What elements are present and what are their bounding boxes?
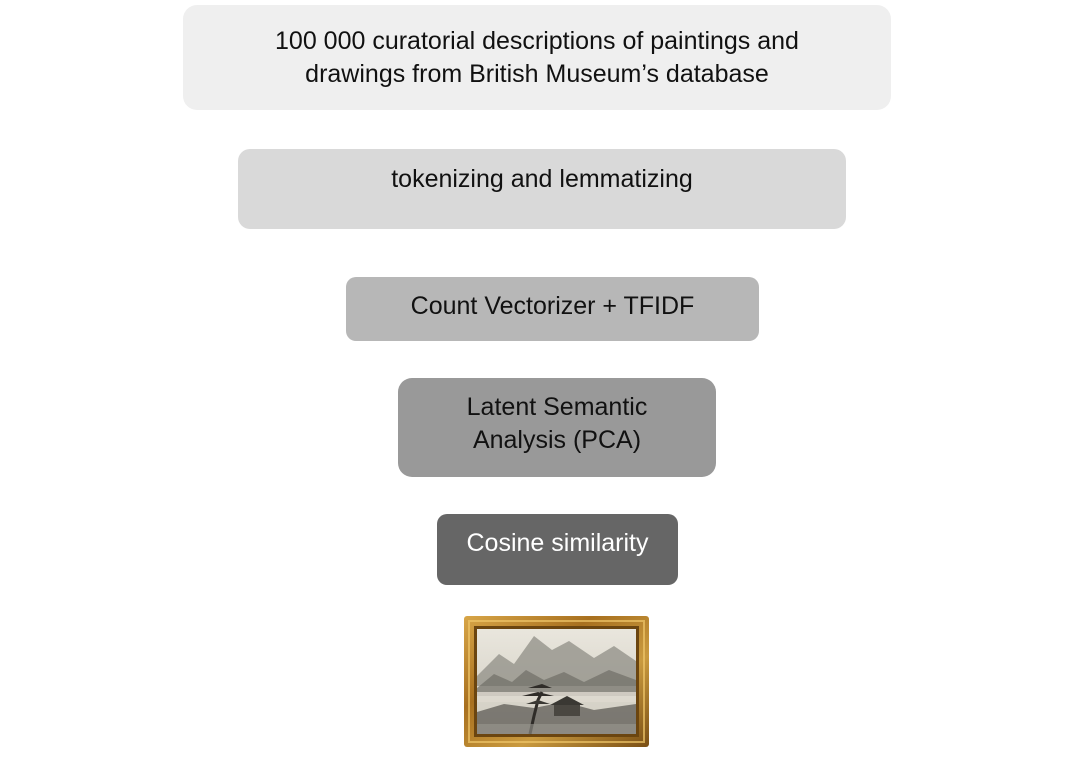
framed-painting-image bbox=[464, 616, 649, 747]
step-curatorial-descriptions-text bbox=[275, 25, 799, 91]
step-latent-semantic-analysis bbox=[398, 378, 716, 477]
step-cosine-similarity bbox=[437, 514, 678, 585]
step-2-label: tokenizing and lemmatizing bbox=[391, 165, 693, 193]
step-count-vectorizer-tfidf bbox=[346, 277, 759, 341]
step-latent-semantic-analysis-text bbox=[467, 391, 648, 457]
step-5-label: Cosine similarity bbox=[466, 529, 649, 557]
step-4-line-1: Latent Semantic bbox=[466, 392, 648, 421]
step-tokenizing-lemmatizing bbox=[238, 149, 846, 229]
step-3-label: Count Vectorizer + TFIDF bbox=[410, 292, 695, 320]
step-1-line-1: 100 000 curatorial descriptions of paintings and bbox=[275, 26, 799, 55]
step-4-line-2: Analysis (PCA) bbox=[472, 425, 642, 454]
step-curatorial-descriptions bbox=[183, 5, 891, 110]
step-1-line-2: drawings from British Museum’s database bbox=[305, 59, 769, 88]
